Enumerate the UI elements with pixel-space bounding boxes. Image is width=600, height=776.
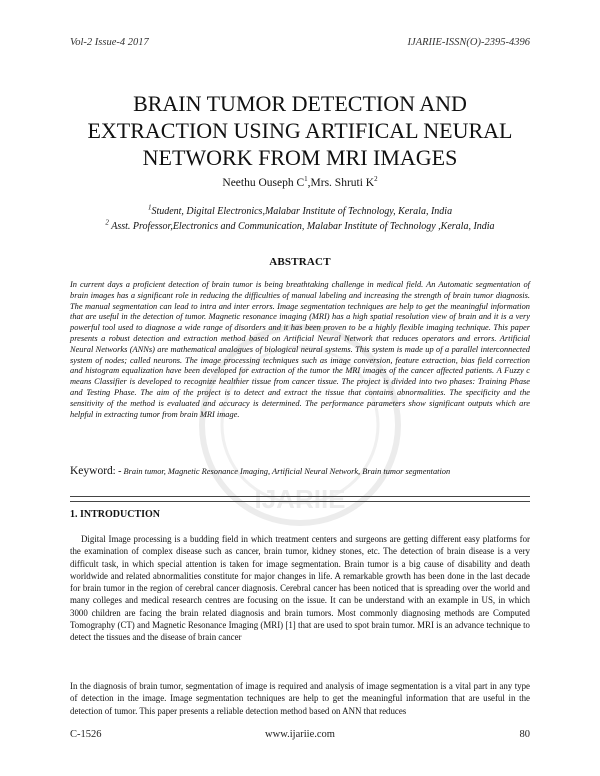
- author-2-name: Mrs. Shruti K: [310, 177, 375, 189]
- paper-title: [60, 90, 540, 171]
- section-heading-introduction: 1. INTRODUCTION: [70, 509, 161, 520]
- affiliation-2-text: Asst. Professor,Electronics and Communication, Malabar Institute of Technology ,Kerala, India: [108, 221, 495, 232]
- intro-paragraph-2: In the diagnosis of brain tumor, segmentation of image is required and analysis of image segmentation is a vital part in any type of detection in the image. Image segmentation techniques are help to get the meaningful information that are useful in the detection of tumor. This paper presents a reliable detection method based on ANN that reduces: [70, 681, 530, 716]
- author-1-name: Neethu Ouseph C: [222, 177, 305, 189]
- affiliation-1-text: Student, Digital Electronics,Malabar Institute of Technology, Kerala, India: [151, 206, 453, 217]
- title-line-3: NETWORK FROM MRI IMAGES: [142, 145, 458, 170]
- author-1-sup: 1: [304, 175, 308, 184]
- affiliation-2-sup: 2: [105, 218, 109, 227]
- footer-page-number: 80: [519, 729, 530, 740]
- affiliation-1-sup: 1: [147, 203, 152, 212]
- footer-website: www.ijariie.com: [265, 729, 335, 740]
- keyword-list: Brain tumor, Magnetic Resonance Imaging, Artificial Neural Network, Brain tumor segmentation: [121, 467, 451, 476]
- author-2-sup: 2: [374, 175, 378, 184]
- keyword-separator: : -: [112, 466, 122, 477]
- intro-paragraph-1: Digital Image processing is a budding field in which treatment centers and surgeons are getting different easy platforms for the examination of complex disease such as cancer, brain tumor, kidney stones, etc. The detection of brain disease is a very difficult task, in which special attention is taken for image segmentation. Brain tumor is a big cause of disability and death worldwide and related abnormalities constitute for major changes in life. A remarkable growth has been done in the last decade for brain tumor in the region of cerebral cancer diagnosis. Cerebral cancer has been noticed that is spreading over the world and many colleges and medical research centres are focusing on the issue. It can be understand with an example in US, in which 3000 children are facing the brain related diagnosis and brain tumors. Most commonly diagnosing methods are Computed Tomography (CT) and Magnetic Resonance Imaging (MRI) [1] that are used to spot brain tumor. MRI is an advance technique to detect the tissues and the disease of brain cancer: [70, 534, 530, 643]
- header-volume: Vol-2 Issue-4 2017: [70, 37, 149, 48]
- affiliation-2: [60, 218, 540, 232]
- watermark-text: IJARIIE: [254, 484, 346, 514]
- footer-page-code: C-1526: [70, 729, 102, 740]
- affiliation-1: [60, 203, 540, 217]
- section-rule-top: [70, 496, 530, 497]
- header-issn: IJARIIE-ISSN(O)-2395-4396: [407, 37, 530, 48]
- author-separator: ,: [307, 177, 311, 189]
- section-rule-bottom: [70, 501, 530, 502]
- author-line: [60, 177, 540, 189]
- abstract-body: In current days a proficient detection of brain tumor is being breathtaking challenge in medical field. An Automatic segmentation of brain images has a significant role in reducing the difficulties of manual labeling and increasing the strength of brain tumor diagnosis. The manual segmentation can lead to intra and inter errors. Image segmentation techniques are help to get the meaningful information that are useful in the detection of tumor. Magnetic resonance imaging (MRI) has a high spatial resolution view of brain and it is a very powerful tool used to diagnose a wide range of disorders and it has been proven to be a highly flexible imaging technique. This paper presents a robust detection and extraction method based on Artificial Neural Network that reduces operators and errors. Artificial Neural Networks (ANNs) are mathematical analogues of biological neural systems. This system is made up of a parallel interconnected system of nodes; called neurons. The image processing techniques such as image conversion, feature extraction, bias field correction and histogram equalization have been developed for extraction of the tumor the MRI images of the cancer affected patients. A Fuzzy c means Classifier is developed to recognize healthier tissue from cancer tissue. The project is divided into two phases: Training Phase and Testing Phase. The aim of the project is to detect and extract the tissue that contains abnormalities. The specificity and the sensitivity of the method is evaluated and accuracy is determined. The performance parameters show significant outputs which are helpful in extracting tumor from brain MRI image.: [70, 280, 530, 419]
- abstract-heading: ABSTRACT: [269, 256, 331, 268]
- keywords: [70, 465, 540, 477]
- keyword-label: Keyword: [70, 465, 113, 477]
- title-line-2: EXTRACTION USING ARTIFICAL NEURAL: [87, 118, 513, 143]
- title-line-1: BRAIN TUMOR DETECTION AND: [133, 91, 467, 116]
